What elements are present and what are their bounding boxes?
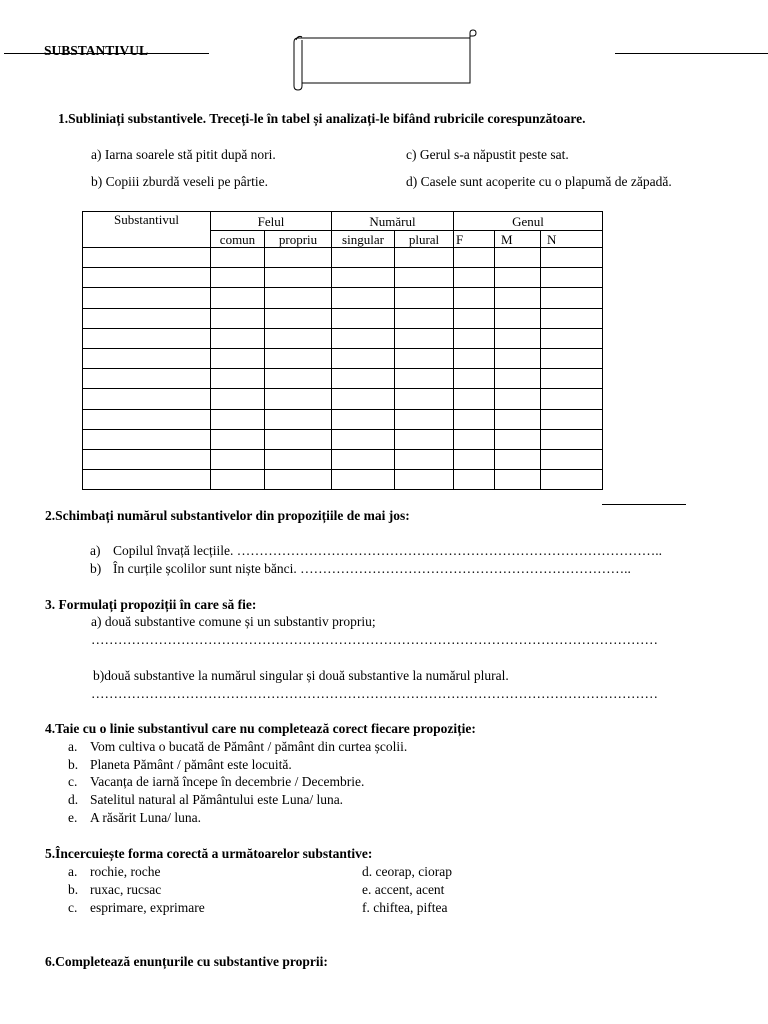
table-cell[interactable] bbox=[265, 409, 332, 429]
table-cell[interactable] bbox=[541, 429, 603, 449]
table-trailing-rule bbox=[602, 504, 686, 505]
table-cell[interactable] bbox=[541, 328, 603, 348]
table-cell[interactable] bbox=[211, 409, 265, 429]
ex1-heading: 1.Subliniați substantivele. Treceți-le în tabel și analizați-le bifând rubricile corespunzătoare. bbox=[58, 111, 586, 126]
ex4-item-c: Vacanța de iarnă începe în decembrie / Decembrie. bbox=[90, 774, 365, 789]
table-cell[interactable] bbox=[332, 470, 395, 490]
table-cell[interactable] bbox=[454, 369, 495, 389]
table-cell[interactable] bbox=[495, 288, 541, 308]
table-cell[interactable] bbox=[395, 449, 454, 469]
table-cell[interactable] bbox=[454, 328, 495, 348]
ex1-sentence-b: b) Copiii zburdă veseli pe pârtie. bbox=[91, 174, 268, 189]
ex5-marker-a: a. bbox=[68, 864, 78, 879]
table-cell[interactable] bbox=[83, 248, 211, 268]
ex5-item-c: esprimare, exprimare bbox=[90, 900, 205, 915]
ex4-marker-e: e. bbox=[68, 810, 78, 825]
table-cell[interactable] bbox=[83, 429, 211, 449]
ex5-item-d: d. ceorap, ciorap bbox=[362, 864, 452, 879]
table-cell[interactable] bbox=[332, 328, 395, 348]
ex4-item-b: Planeta Pământ / pământ este locuită. bbox=[90, 757, 292, 772]
table-cell[interactable] bbox=[265, 268, 332, 288]
table-cell[interactable] bbox=[265, 449, 332, 469]
table-cell[interactable] bbox=[83, 288, 211, 308]
table-cell[interactable] bbox=[211, 369, 265, 389]
table-cell[interactable] bbox=[211, 449, 265, 469]
table-cell[interactable] bbox=[332, 288, 395, 308]
table-header-row bbox=[83, 212, 603, 231]
title-right-rule bbox=[615, 53, 768, 54]
table-cell[interactable] bbox=[211, 288, 265, 308]
ex5-marker-b: b. bbox=[68, 882, 79, 897]
table-cell[interactable] bbox=[83, 409, 211, 429]
table-cell[interactable] bbox=[495, 409, 541, 429]
table-cell[interactable] bbox=[541, 409, 603, 429]
ex5-heading: 5.Încercuiește forma corectă a următoarelor substantive: bbox=[45, 846, 373, 861]
table-row bbox=[83, 288, 603, 308]
table-cell[interactable] bbox=[265, 248, 332, 268]
group-numarul: Numărul bbox=[332, 212, 454, 231]
ex1-sentence-a: a) Iarna soarele stă pitit după nori. bbox=[91, 147, 276, 162]
table-cell[interactable] bbox=[83, 348, 211, 368]
table-cell[interactable] bbox=[454, 308, 495, 328]
table-cell[interactable] bbox=[265, 389, 332, 409]
table-row bbox=[83, 328, 603, 348]
table-cell[interactable] bbox=[211, 268, 265, 288]
table-cell[interactable] bbox=[454, 429, 495, 449]
table-cell[interactable] bbox=[541, 308, 603, 328]
table-cell[interactable] bbox=[395, 328, 454, 348]
table-cell[interactable] bbox=[395, 369, 454, 389]
col-f: F bbox=[454, 231, 495, 248]
col-plural: plural bbox=[395, 231, 454, 248]
ex5-item-f: f. chiftea, piftea bbox=[362, 900, 448, 915]
ex2-item-b: În curțile școlilor sunt niște bănci. ……………………………………………………………….. bbox=[113, 561, 631, 576]
table-cell[interactable] bbox=[211, 348, 265, 368]
table-row bbox=[83, 348, 603, 368]
ex4-item-d: Satelitul natural al Pământului este Luna/ luna. bbox=[90, 792, 344, 807]
group-genul: Genul bbox=[454, 212, 603, 231]
table-cell[interactable] bbox=[332, 449, 395, 469]
table-cell[interactable] bbox=[395, 409, 454, 429]
title-scroll-banner bbox=[288, 28, 480, 92]
ex5-marker-c: c. bbox=[68, 900, 78, 915]
table-row bbox=[83, 449, 603, 469]
table-cell[interactable] bbox=[211, 308, 265, 328]
col-comun: comun bbox=[211, 231, 265, 248]
table-cell[interactable] bbox=[395, 248, 454, 268]
analysis-table bbox=[82, 211, 603, 490]
ex6-heading: 6.Completează enunțurile cu substantive proprii: bbox=[45, 954, 328, 969]
table-cell[interactable] bbox=[83, 328, 211, 348]
group-felul: Felul bbox=[211, 212, 332, 231]
ex2-marker-b: b) bbox=[90, 561, 102, 576]
table-cell[interactable] bbox=[332, 409, 395, 429]
ex2-marker-a: a) bbox=[90, 543, 101, 558]
ex3-item-b: b)două substantive la numărul singular și două substantive la numărul plural. bbox=[93, 668, 509, 683]
table-cell[interactable] bbox=[495, 389, 541, 409]
ex3-answer-line-b: ……………………………………………………………………………………………………………… bbox=[91, 686, 658, 701]
table-cell[interactable] bbox=[395, 268, 454, 288]
table-cell[interactable] bbox=[265, 470, 332, 490]
table-row bbox=[83, 429, 603, 449]
table-cell[interactable] bbox=[454, 389, 495, 409]
table-cell[interactable] bbox=[332, 369, 395, 389]
table-cell[interactable] bbox=[454, 449, 495, 469]
table-cell[interactable] bbox=[541, 389, 603, 409]
table-cell[interactable] bbox=[495, 470, 541, 490]
table-row bbox=[83, 470, 603, 490]
table-cell[interactable] bbox=[83, 470, 211, 490]
table-cell[interactable] bbox=[211, 470, 265, 490]
table-cell[interactable] bbox=[265, 369, 332, 389]
table-cell[interactable] bbox=[495, 328, 541, 348]
table-cell[interactable] bbox=[83, 389, 211, 409]
table-row bbox=[83, 409, 603, 429]
table-row bbox=[83, 308, 603, 328]
table-cell[interactable] bbox=[495, 369, 541, 389]
table-cell[interactable] bbox=[83, 308, 211, 328]
table-cell[interactable] bbox=[265, 328, 332, 348]
table-cell[interactable] bbox=[495, 429, 541, 449]
table-cell[interactable] bbox=[83, 369, 211, 389]
ex4-marker-d: d. bbox=[68, 792, 79, 807]
table-cell[interactable] bbox=[495, 248, 541, 268]
ex1-sentence-d: d) Casele sunt acoperite cu o plapumă de zăpadă. bbox=[406, 174, 672, 189]
table-cell[interactable] bbox=[332, 429, 395, 449]
table-cell[interactable] bbox=[454, 348, 495, 368]
ex4-marker-b: b. bbox=[68, 757, 79, 772]
col-m: M bbox=[495, 231, 541, 248]
table-cell[interactable] bbox=[395, 348, 454, 368]
ex3-heading: 3. Formulați propoziții în care să fie: bbox=[45, 597, 257, 612]
table-cell[interactable] bbox=[83, 268, 211, 288]
table-cell[interactable] bbox=[541, 348, 603, 368]
ex4-item-a: Vom cultiva o bucată de Pământ / pământ din curtea școlii. bbox=[90, 739, 408, 754]
page-title: SUBSTANTIVUL bbox=[43, 43, 149, 58]
table-cell[interactable] bbox=[265, 429, 332, 449]
table-cell[interactable] bbox=[454, 470, 495, 490]
table-cell[interactable] bbox=[541, 248, 603, 268]
table-cell[interactable] bbox=[395, 288, 454, 308]
col-substantivul: Substantivul bbox=[83, 212, 211, 248]
table-cell[interactable] bbox=[395, 389, 454, 409]
table-cell[interactable] bbox=[265, 308, 332, 328]
table-cell[interactable] bbox=[541, 288, 603, 308]
col-propriu: propriu bbox=[265, 231, 332, 248]
table-cell[interactable] bbox=[541, 449, 603, 469]
table-cell[interactable] bbox=[454, 288, 495, 308]
ex2-item-a: Copilul învață lecțiile. ………………………………………………………………………………….. bbox=[113, 543, 662, 558]
ex1-sentence-c: c) Gerul s-a năpustit peste sat. bbox=[406, 147, 569, 162]
ex4-heading: 4.Taie cu o linie substantivul care nu completează corect fiecare propoziție: bbox=[45, 721, 476, 736]
table-cell[interactable] bbox=[395, 429, 454, 449]
table-row bbox=[83, 389, 603, 409]
table-cell[interactable] bbox=[211, 328, 265, 348]
ex4-item-e: A răsărit Luna/ luna. bbox=[90, 810, 201, 825]
table-cell[interactable] bbox=[395, 470, 454, 490]
ex5-item-b: ruxac, rucsac bbox=[90, 882, 162, 897]
table-cell[interactable] bbox=[211, 429, 265, 449]
table-cell[interactable] bbox=[332, 348, 395, 368]
ex4-marker-a: a. bbox=[68, 739, 78, 754]
table-cell[interactable] bbox=[454, 409, 495, 429]
table-cell[interactable] bbox=[541, 369, 603, 389]
table-cell[interactable] bbox=[211, 248, 265, 268]
table-cell[interactable] bbox=[495, 268, 541, 288]
table-cell[interactable] bbox=[454, 248, 495, 268]
ex3-answer-line-a: ……………………………………………………………………………………………………………… bbox=[91, 632, 658, 647]
col-n: N bbox=[541, 231, 603, 248]
table-cell[interactable] bbox=[211, 389, 265, 409]
ex5-item-a: rochie, roche bbox=[90, 864, 161, 879]
table-cell[interactable] bbox=[265, 348, 332, 368]
table-cell[interactable] bbox=[495, 449, 541, 469]
table-cell[interactable] bbox=[332, 248, 395, 268]
table-cell[interactable] bbox=[83, 449, 211, 469]
table-cell[interactable] bbox=[541, 470, 603, 490]
col-singular: singular bbox=[332, 231, 395, 248]
table-cell[interactable] bbox=[265, 288, 332, 308]
table-cell[interactable] bbox=[332, 268, 395, 288]
table-cell[interactable] bbox=[495, 308, 541, 328]
table-row bbox=[83, 248, 603, 268]
ex5-item-e: e. accent, acent bbox=[362, 882, 445, 897]
table-cell[interactable] bbox=[454, 268, 495, 288]
table-row bbox=[83, 268, 603, 288]
ex2-heading: 2.Schimbați numărul substantivelor din propozițiile de mai jos: bbox=[45, 508, 410, 523]
table-cell[interactable] bbox=[332, 308, 395, 328]
ex3-item-a: a) două substantive comune și un substantiv propriu; bbox=[91, 614, 376, 629]
table-row bbox=[83, 369, 603, 389]
table-cell[interactable] bbox=[541, 268, 603, 288]
table-cell[interactable] bbox=[395, 308, 454, 328]
table-cell[interactable] bbox=[332, 389, 395, 409]
ex4-marker-c: c. bbox=[68, 774, 78, 789]
table-cell[interactable] bbox=[495, 348, 541, 368]
